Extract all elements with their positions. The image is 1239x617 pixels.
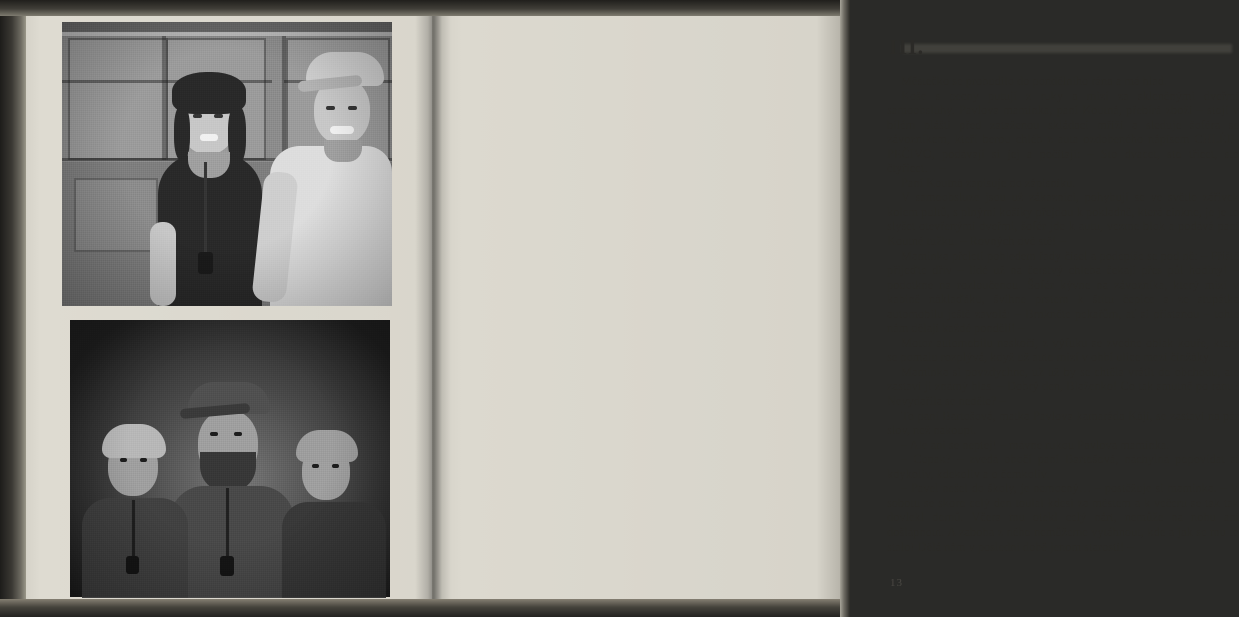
paragraph: – Ale ani se neptej! – mávne rukou Pavlova maminka. [901,437,1170,452]
right-page [432,0,1239,617]
paragraph: Paní Koutná zapisuje do zápisníku. [901,175,1076,190]
chapter-number: III. [889,34,925,59]
paragraph: – Copak? – zvedá obočí paní Bartošová, náchylná popovídat si kdykoliv, kdekoliv a o čemkoliv. [887,452,1239,481]
paragraph: Koše s pecny putují z ruky a mizí za skleněnými dveřmi samoobsluhy. Pavlova maminka, paní Koutná, přebírá zboží – stojí v bílém plášti před zataženou skládací mříží a sleduje šoféra se závozníkem, kteří berou chléb z auta ozdobeného nápisem CHLÉB-PEČIVO, podávají si jej a počítají: – Sto dvacet, sto třicet, sto čtyřicet… – [887,88,1239,176]
photo-vignette [62,22,392,306]
book-edge-right [840,0,850,617]
photo-vignette [70,320,390,597]
paragraph: Maminka si povzdychne, už už by se chtěla vrátit do obchodu, ale zastaví ji známý hlas. – Dobrý den, Blaženko! Co tak smutně po ránu? Nevydařila se neděle? – [887,364,1239,409]
paragraph: To paní Bartošová, matka Pavlova kamaráda Káji, se zastaví na pár slov, než nakoupí. [887,408,1239,438]
body-text-column [887,34,1239,554]
photo-top [62,22,392,306]
left-page [0,0,432,617]
paragraph: Maminka přeletí pohledem řady čísel a podepíše se pod ně: – Příště přijeďte dřív – lidé už na čerstvý chleba čekají přes půl hodiny! – podotkne na rozloučenou. Šofér kývne na závozníka, který mizí v kabině náklaďáku, švihne prstem k štítu čepice a ze stupátka automobilu ještě zavolá: – Brnkněte pekařům, ať si přistanou – tohle nám dělají každé pondělí! – [887,248,1239,336]
book-edge-bottom [0,599,850,617]
paragraph: – Pavel nešel do školy, je nemocný… – postěžuje si maminka. – V sobotu se skoro celý den toulal kdesi za městem a k večeru se tak tak dovlekl domů. Včera mu otekl celý nárt, nemůže na nohu ani došlápnout. A zaboha z něho nemůžeme vytáhnout, kde a jak se mu to stalo! Dělá nám v poslední době jenom starosti! – [887,481,1239,554]
photo-bottom [70,320,390,597]
paragraph: Městečko se probudilo do pondělního rána a má hlad. [901,74,1167,88]
page-number: 13 [890,577,903,589]
paragraph: V samoobsluze jsou už zákazníci, pohybují se ve světle zářivek kolem pultů, s plnými košíky přejdou k pokladně, která cinkne, je je to slyšet otevřenými dveřmi, šofér jde k autu, vezme blok a podává paní Koutné tužku. – Rovných dvě stě! – [887,190,1239,249]
paragraph: Motor automobilu naskočí, z výfuku se zvedne oblak kouře, který se pomalu rozplývá, když už auto mizí v ohbí ulice mezi činžáky. [887,335,1239,365]
book-edge-top [0,0,850,16]
book-edge-left [0,0,26,617]
